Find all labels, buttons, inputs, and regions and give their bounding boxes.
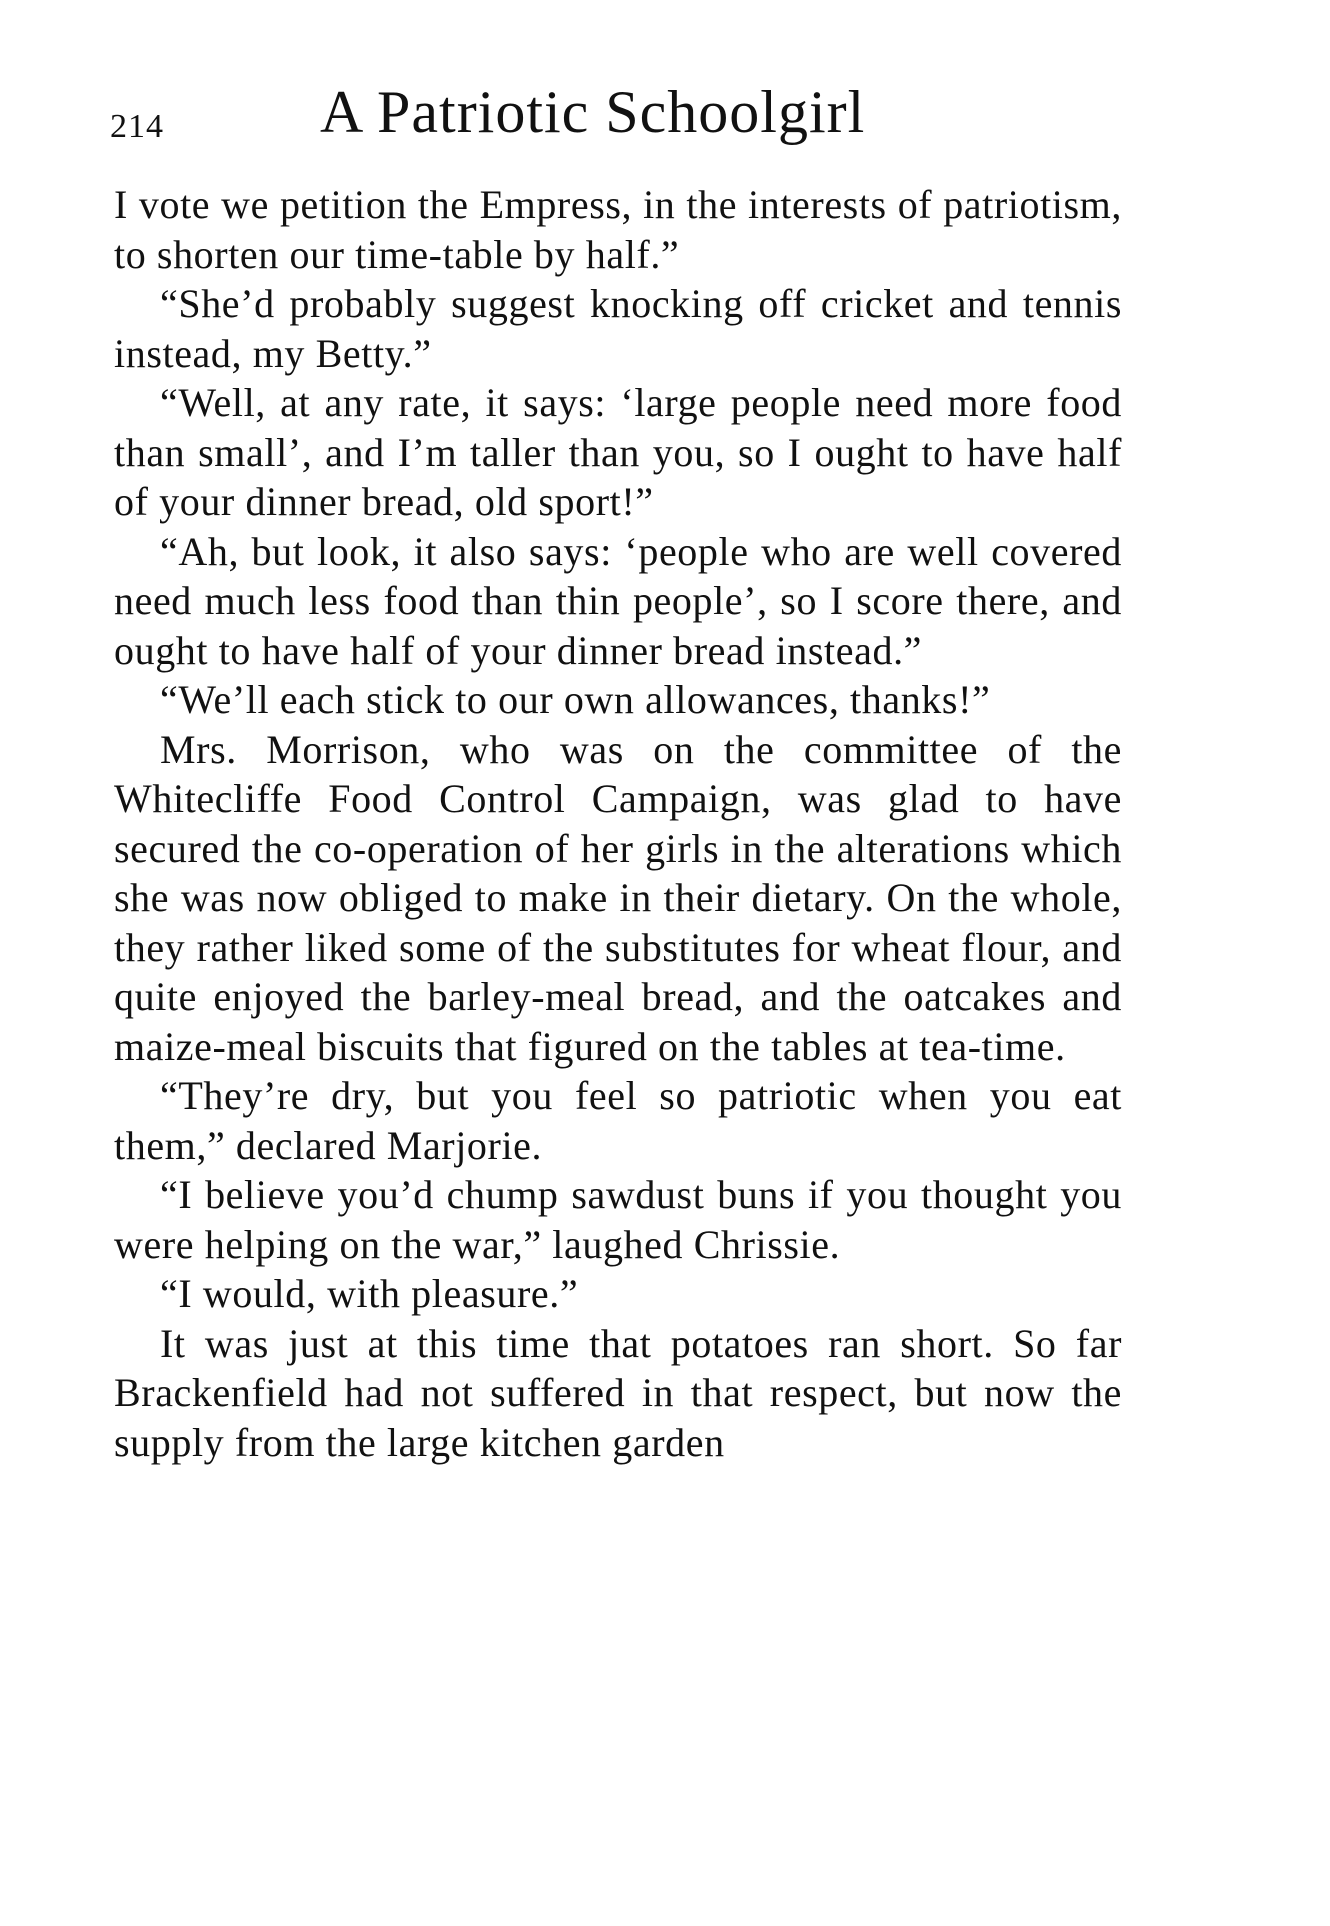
running-head bbox=[110, 78, 1130, 158]
body-text bbox=[114, 180, 1122, 1467]
paragraph-narrative: Mrs. Morrison, who was on the committee of the Whitecliffe Food Control Campaign, was glad to have secured the co-operation of her girls in the alterations which she was now obliged to make in their dietary. On the whole, they rather liked some of the substitutes for wheat flour, and quite enjoyed the barley-meal bread, and the oatcakes and maize-meal biscuits that figured on the tables at tea-time. bbox=[114, 726, 1122, 1069]
paragraph-dialogue: “They’re dry, but you feel so patriotic when you eat them,” declared Marjorie. bbox=[114, 1073, 1122, 1168]
paragraph-dialogue: “I would, with pleasure.” bbox=[160, 1271, 579, 1316]
paragraph-dialogue: “We’ll each stick to our own allowances, thanks!” bbox=[160, 677, 991, 722]
paragraph-dialogue: “Well, at any rate, it says: ‘large people need more food than small’, and I’m taller than you, so I ought to have half of your dinner bread, old sport!” bbox=[114, 380, 1122, 524]
paragraph-dialogue: “Ah, but look, it also says: ‘people who are well covered need much less food than thin people’, so I score there, and ought to have half of your dinner bread instead.” bbox=[114, 528, 1122, 673]
paragraph-continued: I vote we petition the Empress, in the interests of patriotism, to shorten our time-table by half.” bbox=[114, 182, 1122, 277]
paragraph-narrative: It was just at this time that potatoes ran short. So far Brackenfield had not suffered in that respect, but now the supply from the large kitchen garden bbox=[114, 1320, 1122, 1465]
running-title: A Patriotic Schoolgirl bbox=[320, 79, 866, 145]
page-number: 214 bbox=[110, 108, 164, 145]
paragraph-dialogue: “She’d probably suggest knocking off cricket and tennis instead, my Betty.” bbox=[114, 281, 1122, 376]
paragraph-dialogue: “I believe you’d chump sawdust buns if you thought you were helping on the war,” laughed Chrissie. bbox=[114, 1172, 1122, 1267]
